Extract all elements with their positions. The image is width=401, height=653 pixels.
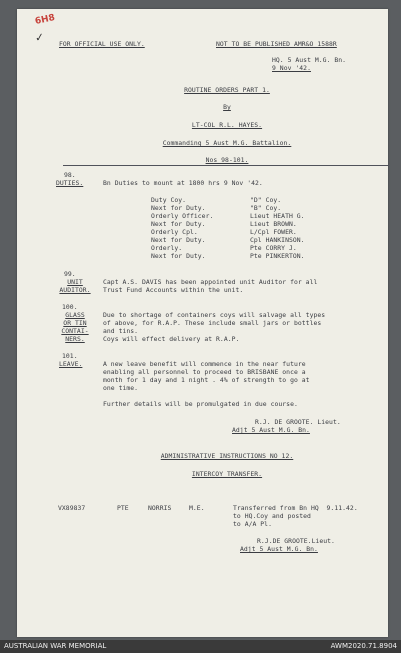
- duty-label: Duty Coy.: [151, 196, 187, 204]
- duty-label: Next for Duty.: [151, 220, 206, 228]
- duty-value: Cpl HANKINSON.: [250, 236, 305, 244]
- order-100-number: 100.: [62, 303, 78, 311]
- document-page: [17, 9, 388, 637]
- signature-title: Adjt 5 Aust M.G. Bn.: [240, 545, 318, 553]
- margin-reference-mark: 6H8: [34, 13, 56, 27]
- duty-label: Orderly Officer.: [151, 212, 214, 220]
- duty-value: Pte PINKERTON.: [250, 252, 305, 260]
- order-100-text: Due to shortage of containers coys will salvage all types: [103, 311, 326, 319]
- order-101-further: Further details will be promulgated in due course.: [103, 400, 298, 408]
- title-routine-orders: ROUTINE ORDERS PART 1.: [184, 86, 270, 94]
- order-100-text: and tins.: [103, 327, 139, 335]
- transfer-service-number: VX89837: [58, 504, 86, 512]
- order-99-text: Capt A.S. DAVIS has been appointed unit Auditor for all: [103, 278, 318, 286]
- order-101-label: LEAVE.: [59, 360, 83, 368]
- document-date: 9 Nov '42.: [272, 64, 311, 72]
- order-101-text: one time.: [103, 384, 139, 392]
- duty-value: "B" Coy.: [250, 204, 282, 212]
- title-commander: LT-COL R.L. HAYES.: [191, 121, 263, 129]
- order-99-label: UNIT: [67, 278, 83, 286]
- signature-name: R.J. DE GROOTE. Lieut.: [255, 418, 341, 426]
- duty-value: L/Cpl FOWER.: [250, 228, 297, 236]
- admin-instructions-subtitle: INTERCOY TRANSFER.: [191, 470, 263, 478]
- admin-instructions-title: ADMINISTRATIVE INSTRUCTIONS NO 12.: [160, 452, 294, 460]
- transfer-rank: PTE: [117, 504, 129, 512]
- duty-value: "D" Coy.: [250, 196, 282, 204]
- title-numbers: Nos 98-101.: [205, 156, 249, 164]
- security-header-left: FOR OFFICIAL USE ONLY.: [59, 40, 145, 48]
- unit-hq: HQ. 5 Aust M.G. Bn.: [272, 56, 347, 64]
- order-99-text: Trust Fund Accounts within the unit.: [103, 286, 244, 294]
- order-100-label: GLASS: [65, 311, 85, 319]
- security-header-right: NOT TO BE PUBLISHED AMR&O 1588R: [216, 40, 337, 48]
- order-100-label: NERS.: [65, 335, 85, 343]
- order-101-text: enabling all personnel to proceed to BRISBANE once a: [103, 368, 306, 376]
- archive-reference: AWM2020.71.8904: [330, 642, 397, 650]
- order-100-label: OR TIN: [63, 319, 87, 327]
- title-by: By: [223, 103, 231, 111]
- transfer-description: to HQ.Coy and posted: [233, 512, 311, 520]
- order-101-text: A new leave benefit will commence in the near future: [103, 360, 306, 368]
- duty-value: Pte CORRY J.: [250, 244, 297, 252]
- archive-name: AUSTRALIAN WAR MEMORIAL: [4, 642, 107, 650]
- duty-value: Lieut HEATH G.: [250, 212, 305, 220]
- archive-footer: [0, 640, 401, 653]
- title-rule: [63, 165, 389, 166]
- transfer-description: to A/A Pl.: [233, 520, 272, 528]
- signature-title: Adjt 5 Aust M.G. Bn.: [232, 426, 310, 434]
- order-98-number: 98.: [64, 171, 76, 179]
- duty-label: Orderly Cpl.: [151, 228, 198, 236]
- order-100-label: CONTAI-: [61, 327, 89, 335]
- order-101-number: 101.: [62, 352, 78, 360]
- order-100-text: Coys will effect delivery at R.A.P.: [103, 335, 240, 343]
- duty-label: Next for Duty.: [151, 236, 206, 244]
- duty-label: Orderly.: [151, 244, 183, 252]
- order-100-text: of above, for R.A.P. These include small jars or bottles: [103, 319, 322, 327]
- order-99-label: AUDITOR.: [59, 286, 91, 294]
- duty-label: Next for Duty.: [151, 204, 206, 212]
- duty-value: Lieut BROWN.: [250, 220, 297, 228]
- transfer-initials: M.E.: [189, 504, 205, 512]
- transfer-name: NORRIS: [148, 504, 172, 512]
- order-98-text: Bn Duties to mount at 1800 hrs 9 Nov '42.: [103, 179, 263, 187]
- transfer-description: Transferred from Bn HQ 9.11.42.: [233, 504, 358, 512]
- order-101-text: month for 1 day and 1 night . 4% of strength to go at: [103, 376, 310, 384]
- check-mark-icon: ✓: [34, 30, 46, 45]
- title-command: Commanding 5 Aust M.G. Battalion.: [162, 139, 292, 147]
- order-98-label: DUTIES.: [56, 179, 84, 187]
- duty-label: Next for Duty.: [151, 252, 206, 260]
- order-99-number: 99.: [64, 270, 76, 278]
- signature-name: R.J.DE GROOTE.Lieut.: [257, 537, 335, 545]
